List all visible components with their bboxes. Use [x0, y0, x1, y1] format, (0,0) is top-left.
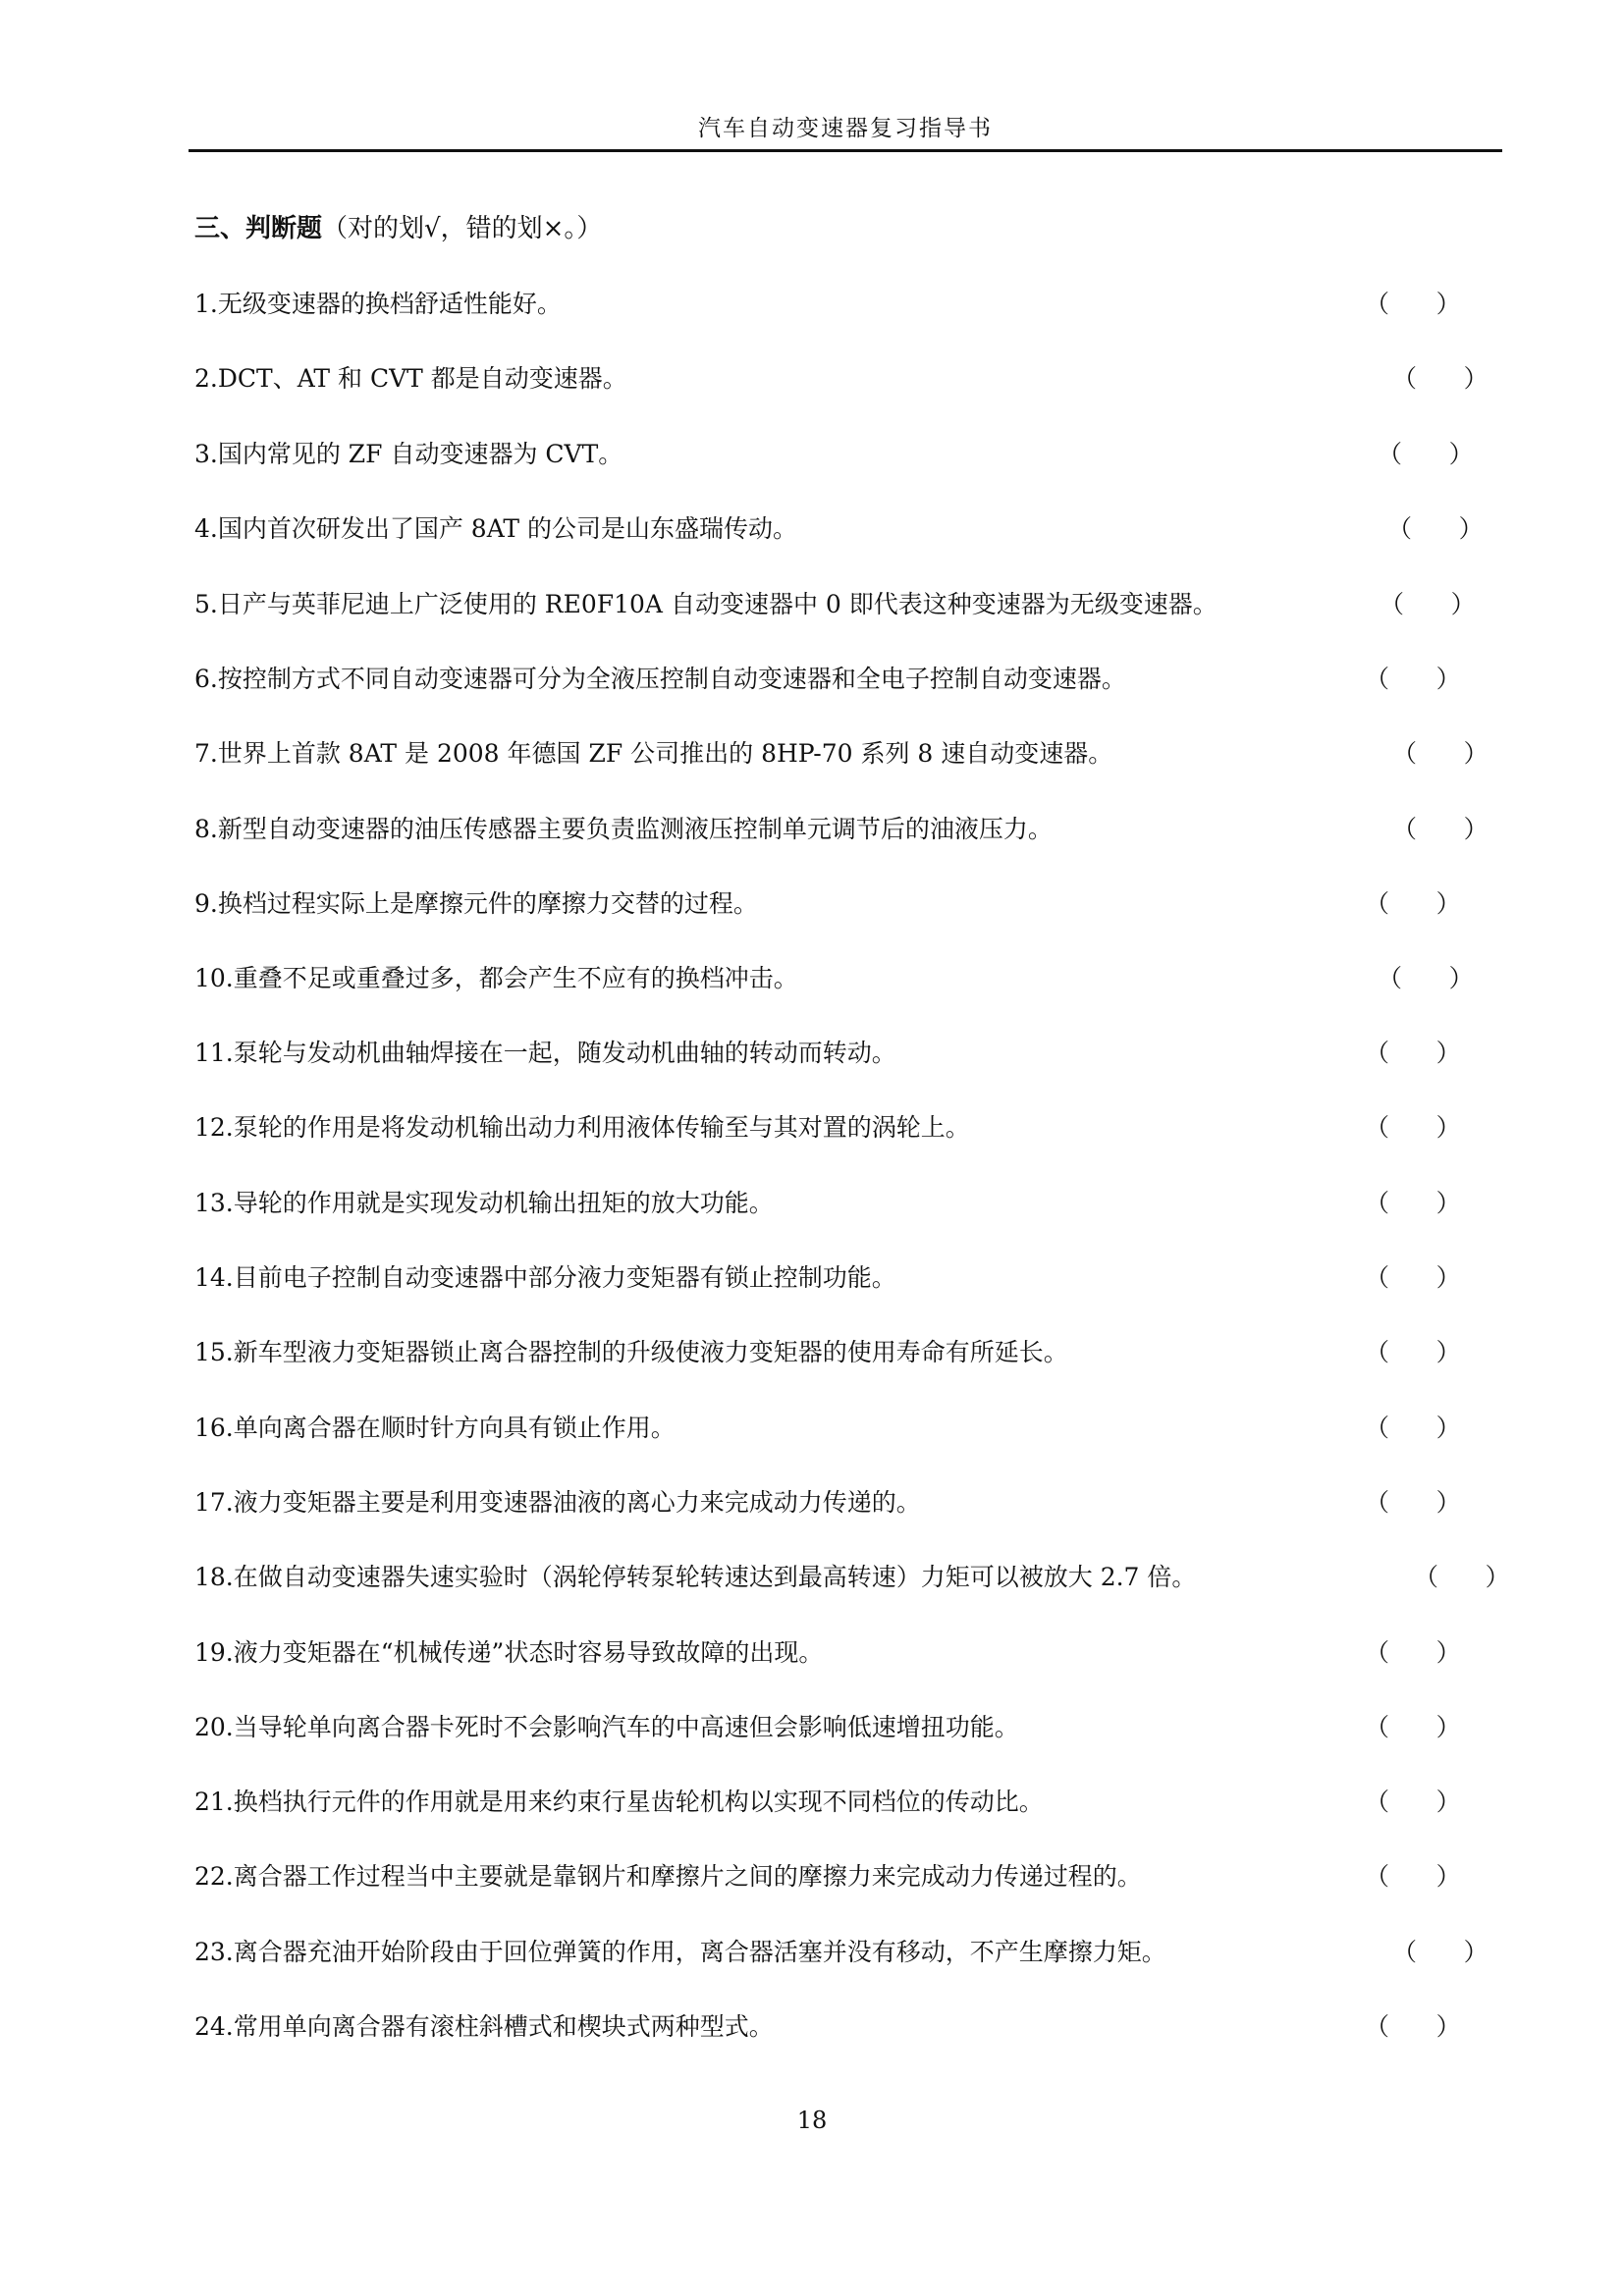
answer-blank[interactable]: （ ） — [1414, 1563, 1510, 1591]
answer-blank[interactable]: （ ） — [1365, 889, 1461, 918]
question-item: 22.离合器工作过程当中主要就是靠钢片和摩擦片之间的摩擦力来完成动力传递过程的。 — [194, 1862, 1142, 1891]
answer-blank[interactable]: （ ） — [1365, 1263, 1461, 1292]
answer-blank[interactable]: （ ） — [1365, 1338, 1461, 1366]
answer-blank[interactable]: （ ） — [1365, 665, 1461, 693]
question-item: 1.无级变速器的换档舒适性能好。 — [194, 290, 562, 318]
answer-blank[interactable]: （ ） — [1392, 1938, 1489, 1966]
question-item: 15.新车型液力变矩器锁止离合器控制的升级使液力变矩器的使用寿命有所延长。 — [194, 1338, 1068, 1366]
question-item: 4.国内首次研发出了国产 8AT 的公司是山东盛瑞传动。 — [194, 514, 798, 543]
question-item: 18.在做自动变速器失速实验时（涡轮停转泵轮转速达到最高转速）力矩可以被放大 2.7 倍。 — [194, 1563, 1197, 1591]
answer-blank[interactable]: （ ） — [1365, 2012, 1461, 2041]
question-item: 12.泵轮的作用是将发动机输出动力利用液体传输至与其对置的涡轮上。 — [194, 1113, 970, 1142]
answer-blank[interactable]: （ ） — [1378, 964, 1474, 992]
question-item: 6.按控制方式不同自动变速器可分为全液压控制自动变速器和全电子控制自动变速器。 — [194, 665, 1126, 693]
answer-blank[interactable]: （ ） — [1365, 1713, 1461, 1741]
document-header-title: 汽车自动变速器复习指导书 — [698, 116, 993, 141]
section-heading-label: 三、判断题 — [194, 214, 323, 243]
question-item: 16.单向离合器在顺时针方向具有锁止作用。 — [194, 1414, 676, 1442]
answer-blank[interactable]: （ ） — [1387, 514, 1484, 543]
question-item: 20.当导轮单向离合器卡死时不会影响汽车的中高速但会影响低速增扭功能。 — [194, 1713, 1019, 1741]
answer-blank[interactable]: （ ） — [1392, 739, 1489, 768]
answer-blank[interactable]: （ ） — [1365, 1189, 1461, 1217]
question-item: 7.世界上首款 8AT 是 2008 年德国 ZF 公司推出的 8HP-70 系列 8 速自动变速器。 — [194, 739, 1113, 768]
question-item: 11.泵轮与发动机曲轴焊接在一起，随发动机曲轴的转动而转动。 — [194, 1039, 896, 1067]
question-item: 5.日产与英菲尼迪上广泛使用的 RE0F10A 自动变速器中 0 即代表这种变速器为无级变速器。 — [194, 590, 1218, 618]
question-item: 3.国内常见的 ZF 自动变速器为 CVT。 — [194, 440, 623, 468]
section-heading-note: （对的划√，错的划×。） — [322, 214, 603, 243]
answer-blank[interactable]: （ ） — [1365, 1039, 1461, 1067]
question-item: 21.换档执行元件的作用就是用来约束行星齿轮机构以实现不同档位的传动比。 — [194, 1788, 1044, 1816]
question-item: 14.目前电子控制自动变速器中部分液力变矩器有锁止控制功能。 — [194, 1263, 896, 1292]
section-heading — [194, 208, 602, 244]
header-divider — [189, 149, 1502, 152]
answer-blank[interactable]: （ ） — [1365, 1113, 1461, 1142]
answer-blank[interactable]: （ ） — [1365, 1488, 1461, 1517]
answer-blank[interactable]: （ ） — [1365, 1862, 1461, 1891]
answer-blank[interactable]: （ ） — [1365, 1414, 1461, 1442]
answer-blank[interactable]: （ ） — [1378, 440, 1474, 468]
answer-blank[interactable]: （ ） — [1365, 1638, 1461, 1667]
answer-blank[interactable]: （ ） — [1380, 590, 1476, 618]
question-item: 17.液力变矩器主要是利用变速器油液的离心力来完成动力传递的。 — [194, 1488, 921, 1517]
question-item: 2.DCT、AT 和 CVT 都是自动变速器。 — [194, 364, 627, 393]
question-item: 19.液力变矩器在“机械传递”状态时容易导致故障的出现。 — [194, 1638, 824, 1667]
question-item: 23.离合器充油开始阶段由于回位弹簧的作用，离合器活塞并没有移动，不产生摩擦力矩。 — [194, 1938, 1166, 1966]
question-item: 8.新型自动变速器的油压传感器主要负责监测液压控制单元调节后的油液压力。 — [194, 815, 1053, 843]
question-item: 10.重叠不足或重叠过多，都会产生不应有的换档冲击。 — [194, 964, 798, 992]
answer-blank[interactable]: （ ） — [1365, 1788, 1461, 1816]
question-item: 24.常用单向离合器有滚柱斜槽式和楔块式两种型式。 — [194, 2012, 774, 2041]
question-item: 13.导轮的作用就是实现发动机输出扭矩的放大功能。 — [194, 1189, 774, 1217]
page-number: 18 — [796, 2107, 828, 2134]
question-item: 9.换档过程实际上是摩擦元件的摩擦力交替的过程。 — [194, 889, 758, 918]
answer-blank[interactable]: （ ） — [1392, 364, 1489, 393]
answer-blank[interactable]: （ ） — [1392, 815, 1489, 843]
answer-blank[interactable]: （ ） — [1365, 290, 1461, 318]
